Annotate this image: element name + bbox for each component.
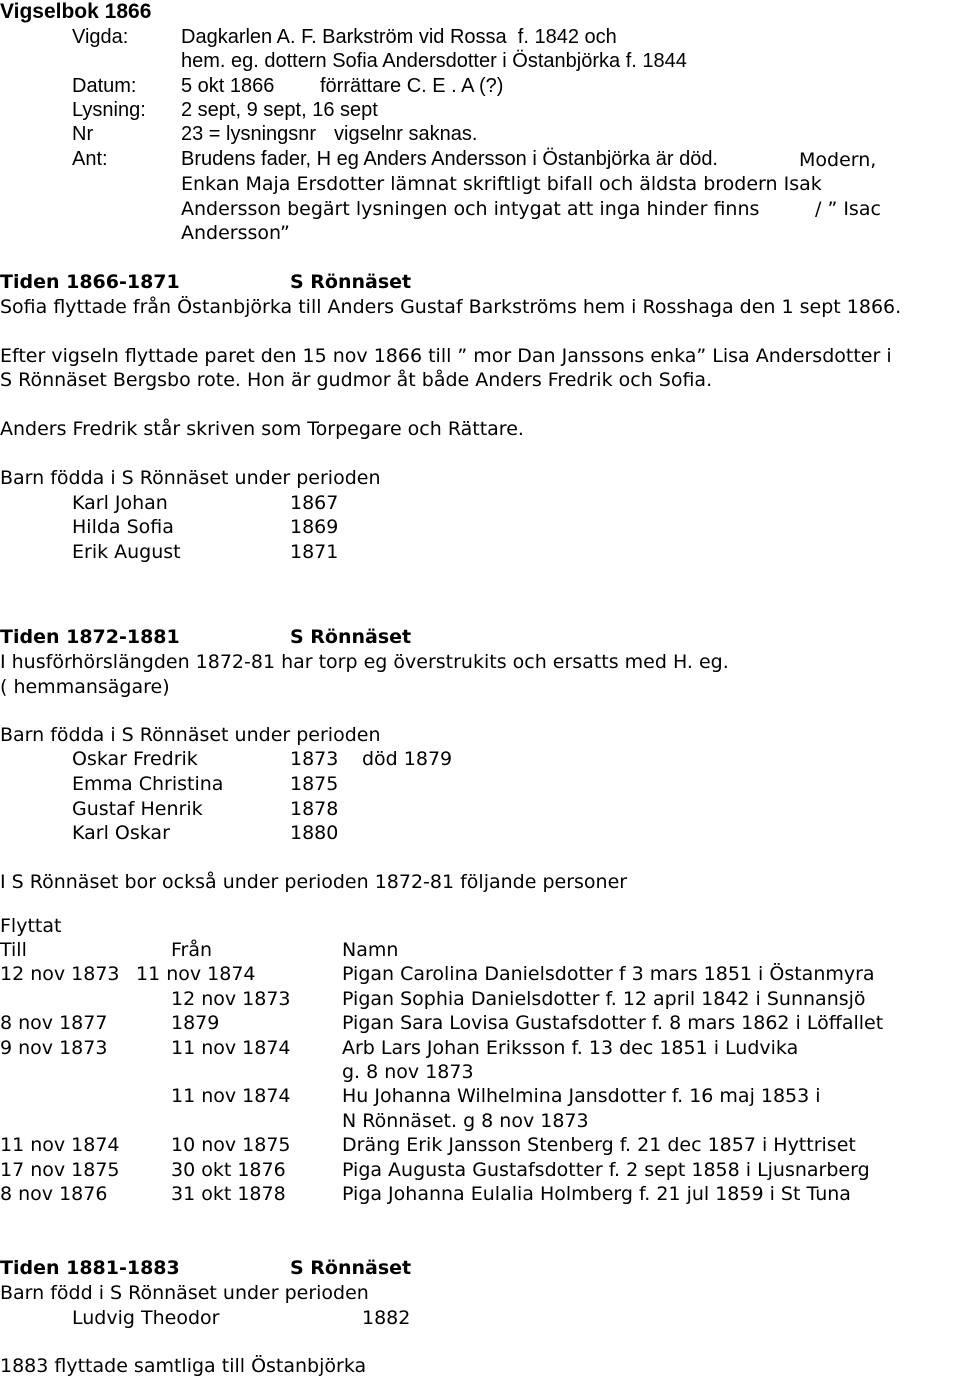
flyttat-label: Flyttat (0, 915, 62, 937)
person-till: 8 nov 1877 (0, 1012, 108, 1034)
child-name: Karl Oskar (72, 822, 170, 844)
period2-text-2: ( hemmansägare) (0, 676, 170, 698)
ant-line-2: Enkan Maja Ersdotter lämnat skriftligt bifall och äldsta brodern Isak (181, 173, 822, 195)
period1-text-1: Sofia flyttade från Östanbjörka till Anders Gustaf Barkströms hem i Rosshaga den 1 sept 1866. (0, 296, 902, 318)
person-till: 11 nov 1874 (0, 1134, 120, 1156)
child-name: Oskar Fredrik (72, 748, 198, 770)
person-fran: 11 nov 1874 (171, 1037, 291, 1059)
period1-children-heading: Barn födda i S Rönnäset under perioden (0, 467, 381, 489)
ant-line-3-end: / ” Isac (815, 198, 881, 220)
child-name: Emma Christina (72, 773, 224, 795)
person-till: 12 nov 1873 (0, 963, 120, 985)
person-fran: 30 okt 1876 (171, 1159, 286, 1181)
period2-heading: Tiden 1872-1881 (0, 626, 180, 648)
person-fran: 11 nov 1874 (171, 1085, 291, 1107)
child-name: Hilda Sofia (72, 516, 174, 538)
person-namn: Pigan Sara Lovisa Gustafsdotter f. 8 mars 1862 i Löffallet (342, 1012, 884, 1034)
lysning-value: 2 sept, 9 sept, 16 sept (181, 99, 378, 121)
child-name: Erik August (72, 541, 181, 563)
period3-children-heading: Barn född i S Rönnäset under perioden (0, 1282, 369, 1304)
col-header-fran: Från (171, 939, 213, 961)
nr-note: vigselnr saknas. (334, 123, 478, 145)
period1-heading: Tiden 1866-1871 (0, 271, 180, 293)
ant-label: Ant: (72, 148, 108, 170)
child-year: 1875 (290, 773, 339, 795)
child-year: 1869 (290, 516, 339, 538)
vigda-line-1: Dagkarlen A. F. Barkström vid Rossa f. 1842 och (181, 26, 617, 48)
ant-line-3: Andersson begärt lysningen och intygat att inga hinder finns (181, 198, 760, 220)
period2-children-heading: Barn födda i S Rönnäset under perioden (0, 724, 381, 746)
person-namn: Pigan Carolina Danielsdotter f 3 mars 1851 i Östanmyra (342, 963, 875, 985)
person-till: 8 nov 1876 (0, 1183, 108, 1205)
period1-place: S Rönnäset (290, 271, 412, 293)
ant-line-1: Brudens fader, H eg Anders Andersson i Östanbjörka är död. (181, 148, 718, 170)
datum-value: 5 okt 1866 (181, 75, 275, 97)
period1-text-3: Anders Fredrik står skriven som Torpegare och Rättare. (0, 418, 524, 440)
period3-heading: Tiden 1881-1883 (0, 1257, 180, 1279)
ant-line-1-end: Modern, (799, 149, 877, 171)
period2-place: S Rönnäset (290, 626, 412, 648)
datum-label: Datum: (72, 75, 137, 97)
person-namn: Piga Augusta Gustafsdotter f. 2 sept 1858 i Ljusnarberg (342, 1159, 870, 1181)
person-fran: 12 nov 1873 (171, 988, 291, 1010)
col-header-till: Till (0, 939, 27, 961)
person-fran: 11 nov 1874 (136, 963, 256, 985)
nr-label: Nr (72, 123, 94, 145)
person-till: 9 nov 1873 (0, 1037, 108, 1059)
period1-text-2b: S Rönnäset Bergsbo rote. Hon är gudmor åt både Anders Fredrik och Sofia. (0, 369, 713, 391)
child-year: 1871 (290, 541, 339, 563)
period1-text-2a: Efter vigseln flyttade paret den 15 nov 1866 till ” mor Dan Janssons enka” Lisa Andersdotter i (0, 345, 892, 367)
person-namn: Hu Johanna Wilhelmina Jansdotter f. 16 maj 1853 i (342, 1085, 821, 1107)
child-year: 1873 (290, 748, 339, 770)
person-fran: 1879 (171, 1012, 220, 1034)
child-year: 1878 (290, 798, 339, 820)
vigselbok-title: Vigselbok 1866 (0, 0, 152, 23)
period2-others-heading: I S Rönnäset bor också under perioden 1872-81 följande personer (0, 871, 628, 893)
child-year: 1882 (362, 1307, 411, 1329)
period3-moved: 1883 flyttade samtliga till Östanbjörka (0, 1355, 367, 1377)
person-namn: Dräng Erik Jansson Stenberg f. 21 dec 1857 i Hyttriset (342, 1134, 856, 1156)
vigda-line-2: hem. eg. dottern Sofia Andersdotter i Östanbjörka f. 1844 (181, 50, 687, 72)
person-namn: Pigan Sophia Danielsdotter f. 12 april 1842 i Sunnansjö (342, 988, 866, 1010)
child-year: 1867 (290, 492, 339, 514)
person-namn: Arb Lars Johan Eriksson f. 13 dec 1851 i Ludvika (342, 1037, 799, 1059)
forrattare: förrättare C. E . A (?) (320, 75, 504, 97)
person-namn-cont: g. 8 nov 1873 (342, 1061, 474, 1083)
col-header-namn: Namn (342, 939, 399, 961)
child-name: Karl Johan (72, 492, 168, 514)
nr-value: 23 = lysningsnr (181, 123, 317, 145)
child-note: död 1879 (362, 748, 453, 770)
person-fran: 10 nov 1875 (171, 1134, 291, 1156)
person-namn: Piga Johanna Eulalia Holmberg f. 21 jul 1859 i St Tuna (342, 1183, 851, 1205)
person-namn-cont: N Rönnäset. g 8 nov 1873 (342, 1110, 589, 1132)
person-fran: 31 okt 1878 (171, 1183, 286, 1205)
child-name: Ludvig Theodor (72, 1307, 220, 1329)
person-till: 17 nov 1875 (0, 1159, 120, 1181)
period2-text-1: I husförhörslängden 1872-81 har torp eg överstrukits och ersatts med H. eg. (0, 651, 729, 673)
vigda-label: Vigda: (72, 26, 129, 48)
period3-place: S Rönnäset (290, 1257, 412, 1279)
ant-line-4: Andersson” (181, 222, 290, 244)
child-name: Gustaf Henrik (72, 798, 203, 820)
lysning-label: Lysning: (72, 99, 146, 121)
child-year: 1880 (290, 822, 339, 844)
